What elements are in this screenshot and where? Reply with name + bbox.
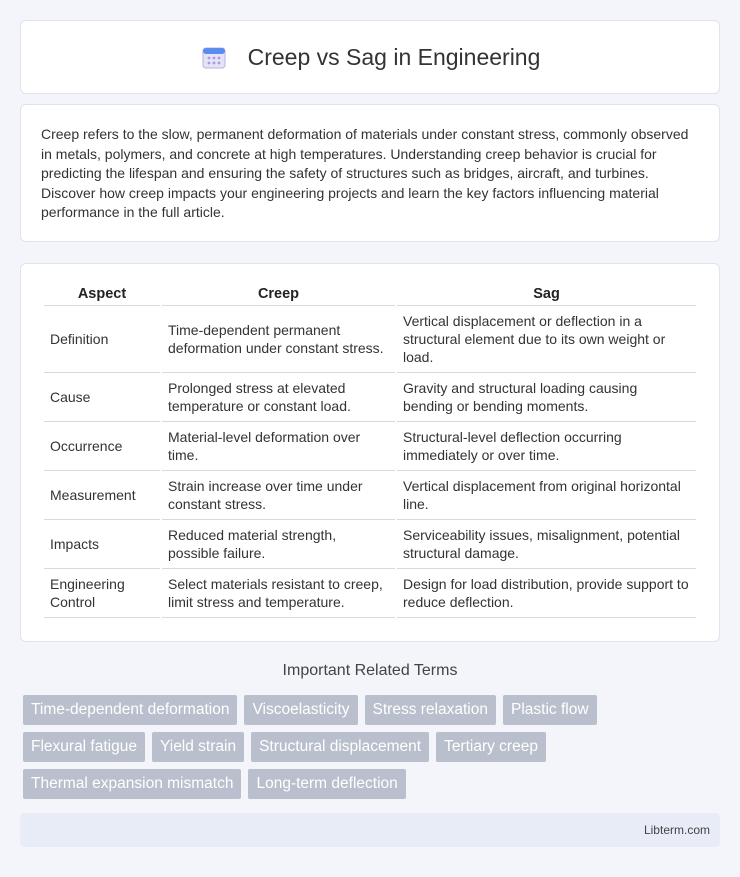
aspect-cell: Measurement <box>44 471 160 520</box>
aspect-cell: Engineering Control <box>44 569 160 618</box>
creep-cell: Material-level deformation over time. <box>162 422 395 471</box>
sag-cell: Vertical displacement or deflection in a structural element due to its own weight or load. <box>397 306 696 373</box>
related-term-tag[interactable]: Long-term deflection <box>248 769 405 799</box>
related-term-tag[interactable]: Thermal expansion mismatch <box>23 769 241 799</box>
table-header-row <box>44 282 696 306</box>
intro-card <box>20 104 720 242</box>
related-terms-title: Important Related Terms <box>282 662 458 679</box>
sag-cell: Serviceability issues, misalignment, potential structural damage. <box>397 520 696 569</box>
table-row <box>44 306 696 373</box>
intro-text: Creep refers to the slow, permanent deformation of materials under constant stress, commonly observed in metals, polymers, and concrete at high temperatures. Understanding creep behavior is crucial for predicting the lifespan and ensuring the safety of structures such as bridges, aircraft, and turbines. Discover how creep impacts your engineering projects and learn the key factors influencing material performance in the full article. <box>41 126 689 220</box>
related-term-tag[interactable]: Stress relaxation <box>365 695 496 725</box>
table-row <box>44 520 696 569</box>
column-header-aspect: Aspect <box>44 282 160 306</box>
aspect-cell: Impacts <box>44 520 160 569</box>
sag-cell: Design for load distribution, provide support to reduce deflection. <box>397 569 696 618</box>
creep-cell: Select materials resistant to creep, limit stress and temperature. <box>162 569 395 618</box>
related-term-tag[interactable]: Tertiary creep <box>436 732 546 762</box>
column-header-sag: Sag <box>397 282 696 306</box>
sag-cell: Structural-level deflection occurring immediately or over time. <box>397 422 696 471</box>
related-term-tag[interactable]: Yield strain <box>152 732 244 762</box>
creep-cell: Reduced material strength, possible failure. <box>162 520 395 569</box>
table-row <box>44 471 696 520</box>
column-header-creep: Creep <box>162 282 395 306</box>
creep-cell: Time-dependent permanent deformation under constant stress. <box>162 306 395 373</box>
table-row <box>44 422 696 471</box>
related-term-tag[interactable]: Plastic flow <box>503 695 597 725</box>
sag-cell: Vertical displacement from original horizontal line. <box>397 471 696 520</box>
calendar-icon <box>200 43 228 71</box>
comparison-table <box>42 282 698 618</box>
aspect-cell: Occurrence <box>44 422 160 471</box>
related-term-tag[interactable]: Viscoelasticity <box>244 695 357 725</box>
creep-cell: Strain increase over time under constant stress. <box>162 471 395 520</box>
aspect-cell: Definition <box>44 306 160 373</box>
footer <box>20 813 720 847</box>
related-terms-list <box>23 695 683 806</box>
related-term-tag[interactable]: Time-dependent deformation <box>23 695 237 725</box>
header-card <box>20 20 720 94</box>
table-row <box>44 373 696 422</box>
sag-cell: Gravity and structural loading causing bending or bending moments. <box>397 373 696 422</box>
table-row <box>44 569 696 618</box>
related-term-tag[interactable]: Structural displacement <box>251 732 429 762</box>
page-title: Creep vs Sag in Engineering <box>247 43 541 70</box>
creep-cell: Prolonged stress at elevated temperature or constant load. <box>162 373 395 422</box>
aspect-cell: Cause <box>44 373 160 422</box>
related-term-tag[interactable]: Flexural fatigue <box>23 732 145 762</box>
comparison-card <box>20 263 720 642</box>
footer-site-link[interactable]: Libterm.com <box>643 823 710 837</box>
